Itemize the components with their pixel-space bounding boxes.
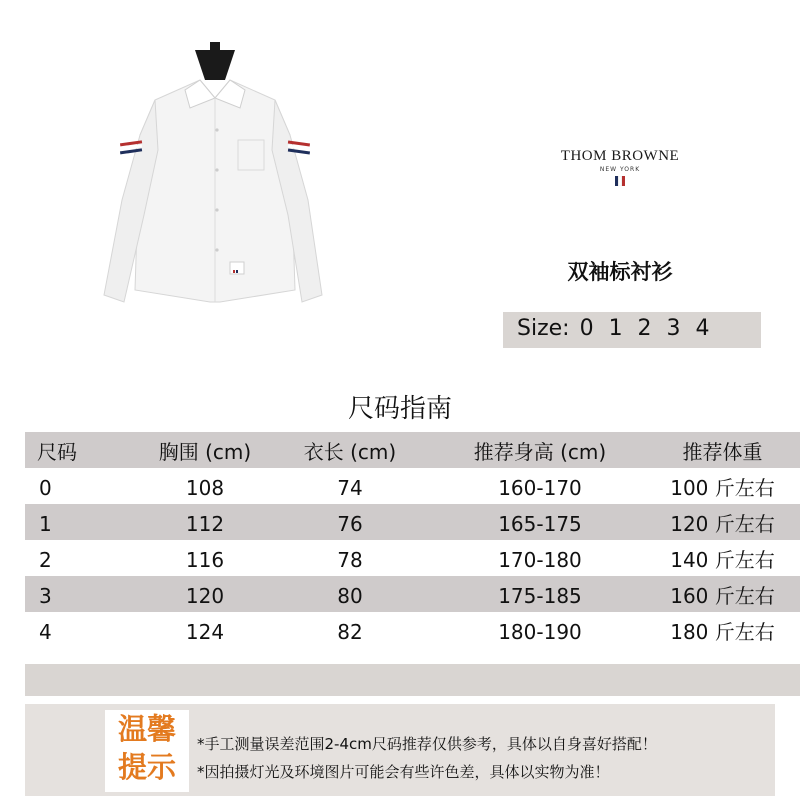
shirt-image [60,40,350,330]
cell-length: 74 [337,476,363,500]
cell-size: 4 [39,620,52,644]
notice-lines [197,730,657,786]
brand-sub: NEW YORK [599,166,641,173]
cell-weight: 120 斤左右 [670,512,775,536]
cell-height: 170-180 [498,548,582,572]
header-length: 衣长 (cm) [303,440,397,464]
size-guide-title: 尺码指南 [347,394,452,424]
table-header-row [25,432,800,468]
product-photo [60,40,350,330]
brand-logo [530,148,710,192]
table-row [25,468,800,504]
cell-length: 78 [337,548,363,572]
cell-height: 160-170 [498,476,582,500]
cell-size: 0 [39,476,52,500]
table-row [25,576,800,612]
cell-weight: 160 斤左右 [670,584,775,608]
notice-badge-line2: 提示 [117,750,176,784]
size-box [503,312,761,348]
cell-chest: 108 [185,476,225,500]
header-size: 尺码 [37,440,77,464]
size-values: 0 1 2 3 4 [579,316,714,341]
cell-weight: 180 斤左右 [670,620,775,644]
size-table [25,432,800,648]
header-chest: 胸围 (cm) [158,440,252,464]
cell-height: 180-190 [498,620,582,644]
notice-line: *因拍摄灯光及环境图片可能会有些许色差，具体以实物为准！ [197,763,610,781]
header-weight: 推荐体重 [682,440,763,464]
table-row [25,612,800,648]
cell-weight: 140 斤左右 [670,548,775,572]
cell-size: 1 [39,512,52,536]
table-row [25,504,800,540]
brand-name: THOM BROWNE [560,148,680,164]
flag-icon [615,176,625,186]
cell-weight: 100 斤左右 [670,476,775,500]
cell-length: 76 [337,512,363,536]
notice-badge [105,710,189,792]
size-label: Size: [517,316,570,341]
cell-size: 2 [39,548,52,572]
cell-length: 82 [337,620,363,644]
product-title: 双袖标衬衫 [567,260,673,284]
header-height: 推荐身高 (cm) [473,440,607,464]
cell-chest: 120 [185,584,225,608]
table-bottom-bar [25,664,800,696]
cell-chest: 124 [185,620,225,644]
cell-height: 175-185 [498,584,582,608]
cell-chest: 116 [185,548,225,572]
cell-size: 3 [39,584,52,608]
notice-badge-line1: 温馨 [117,712,176,746]
cell-chest: 112 [185,512,225,536]
table-row [25,540,800,576]
cell-length: 80 [337,584,363,608]
notice-panel [25,704,775,796]
cell-height: 165-175 [498,512,582,536]
notice-line: *手工测量误差范围2-4cm尺码推荐仅供参考，具体以自身喜好搭配！ [197,735,657,753]
